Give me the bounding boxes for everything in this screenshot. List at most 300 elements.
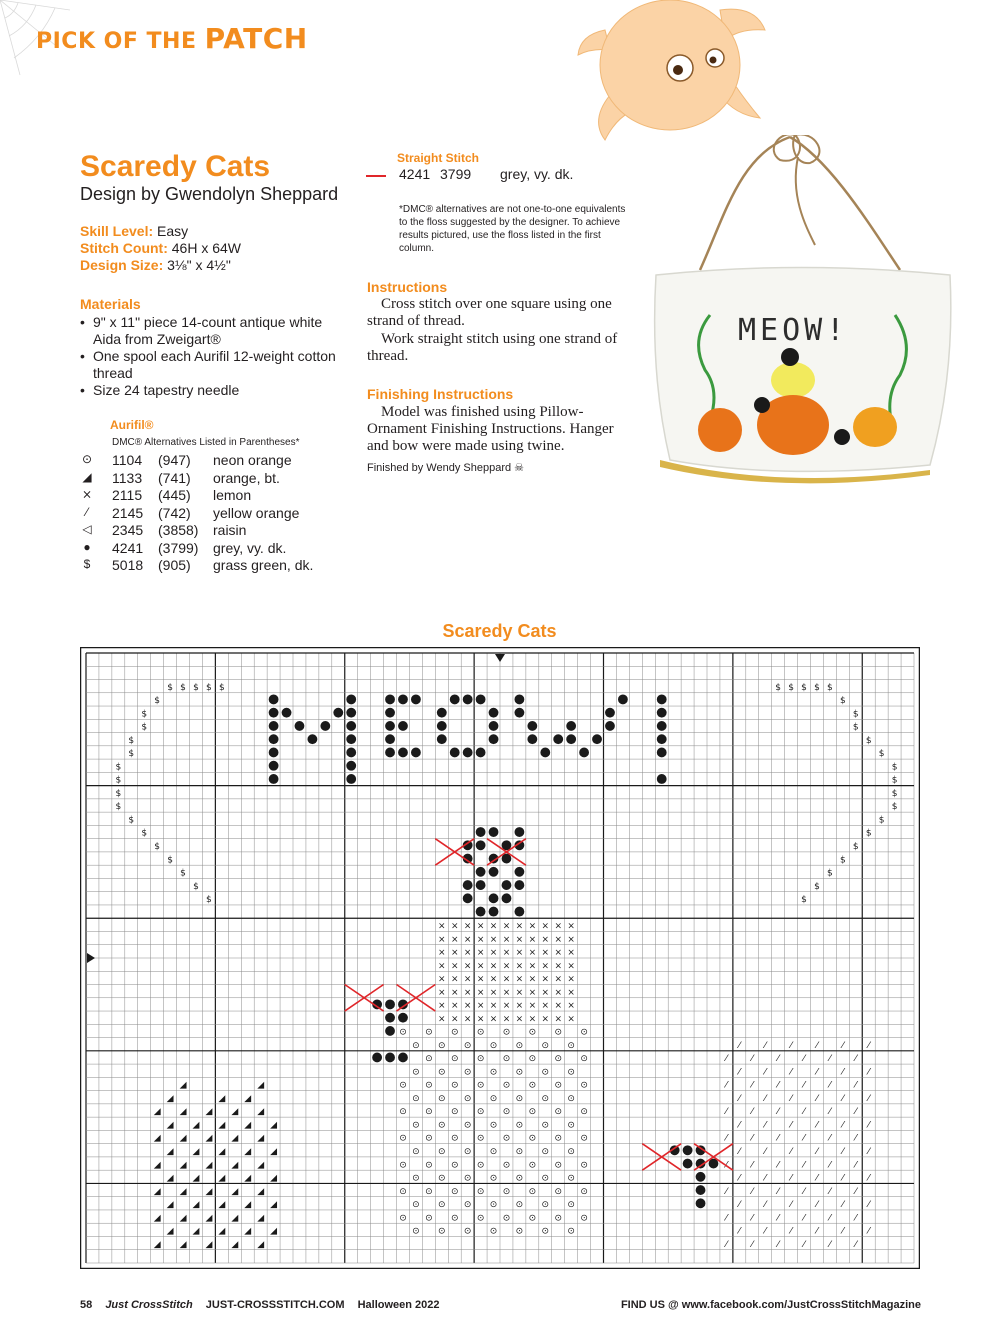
site-link[interactable]: JUST-CROSSSTITCH.COM — [205, 1299, 345, 1311]
svg-text:◢: ◢ — [192, 1200, 200, 1211]
instructions-paragraph: Cross stitch over one square using one strand of thread. — [367, 296, 612, 329]
svg-text:⨯: ⨯ — [528, 974, 537, 985]
svg-text:⨯: ⨯ — [502, 948, 511, 959]
svg-text:⁄: ⁄ — [790, 1040, 792, 1051]
svg-text:⨯: ⨯ — [541, 961, 550, 972]
svg-text:◢: ◢ — [179, 1213, 187, 1224]
key-symbol: $ — [83, 557, 91, 571]
svg-text:⨯: ⨯ — [554, 948, 562, 959]
svg-text:⁄: ⁄ — [751, 1080, 754, 1091]
svg-text:◢: ◢ — [153, 1239, 161, 1250]
svg-text:⁄: ⁄ — [855, 1107, 857, 1118]
svg-text:⊙: ⊙ — [541, 1200, 550, 1211]
svg-text:◢: ◢ — [179, 1133, 187, 1144]
svg-text:◢: ◢ — [244, 1200, 252, 1211]
svg-text:⊙: ⊙ — [580, 1186, 588, 1197]
svg-text:⁄: ⁄ — [842, 1146, 844, 1157]
center-arrow-icon — [87, 953, 95, 963]
svg-text:⨯: ⨯ — [476, 1014, 485, 1025]
svg-text:⁄: ⁄ — [829, 1239, 831, 1250]
svg-text:⁄: ⁄ — [816, 1093, 818, 1104]
issue-name: Halloween 2022 — [357, 1299, 440, 1311]
svg-text:⊙: ⊙ — [425, 1054, 433, 1065]
svg-text:⁄: ⁄ — [738, 1146, 741, 1157]
svg-text:⊙: ⊙ — [438, 1093, 446, 1104]
svg-text:$: $ — [193, 682, 199, 693]
svg-text:⊙: ⊙ — [476, 1107, 485, 1118]
svg-text:⊙: ⊙ — [476, 1186, 485, 1197]
svg-text:◢: ◢ — [205, 1160, 213, 1171]
svg-text:⨯: ⨯ — [515, 974, 524, 985]
svg-text:⨯: ⨯ — [489, 974, 498, 985]
svg-text:⊙: ⊙ — [515, 1200, 524, 1211]
svg-text:⊙: ⊙ — [528, 1027, 537, 1038]
straight-stitch-line — [366, 175, 386, 177]
svg-text:⊙: ⊙ — [412, 1200, 420, 1211]
svg-text:⊙: ⊙ — [489, 1200, 498, 1211]
svg-text:⊙: ⊙ — [399, 1160, 407, 1171]
svg-text:⊙: ⊙ — [528, 1107, 537, 1118]
svg-text:⁄: ⁄ — [855, 1160, 857, 1171]
svg-text:◢: ◢ — [166, 1120, 174, 1131]
svg-text:⊙: ⊙ — [438, 1200, 446, 1211]
instructions-heading: Instructions — [367, 279, 448, 295]
svg-text:$: $ — [115, 802, 122, 813]
svg-text:⊙: ⊙ — [567, 1093, 575, 1104]
svg-text:⁄: ⁄ — [764, 1200, 766, 1211]
dmc-number: (3858) — [158, 522, 199, 538]
svg-text:⊙: ⊙ — [450, 1054, 459, 1065]
svg-text:⁄: ⁄ — [829, 1054, 831, 1065]
svg-text:⨯: ⨯ — [476, 1001, 485, 1012]
svg-text:⨯: ⨯ — [450, 1001, 459, 1012]
svg-text:⁄: ⁄ — [803, 1080, 805, 1091]
svg-text:$: $ — [141, 828, 148, 839]
svg-text:⁄: ⁄ — [803, 1133, 805, 1144]
svg-text:◢: ◢ — [244, 1226, 252, 1237]
svg-text:⊙: ⊙ — [528, 1186, 537, 1197]
svg-text:⊙: ⊙ — [450, 1213, 459, 1224]
svg-text:⊙: ⊙ — [567, 1146, 575, 1157]
svg-text:⨯: ⨯ — [541, 974, 550, 985]
svg-text:◢: ◢ — [244, 1120, 252, 1131]
svg-text:⨯: ⨯ — [528, 961, 537, 972]
svg-text:◢: ◢ — [166, 1146, 174, 1157]
svg-text:⁄: ⁄ — [816, 1200, 818, 1211]
svg-text:⨯: ⨯ — [476, 974, 485, 985]
svg-text:⁄: ⁄ — [867, 1093, 870, 1104]
svg-text:◢: ◢ — [218, 1146, 226, 1157]
svg-text:⨯: ⨯ — [438, 921, 446, 932]
svg-text:$: $ — [891, 762, 898, 773]
svg-text:⊙: ⊙ — [412, 1120, 420, 1131]
svg-text:◢: ◢ — [179, 1080, 187, 1091]
svg-text:⨯: ⨯ — [476, 934, 485, 945]
svg-text:⁄: ⁄ — [777, 1080, 779, 1091]
svg-text:⊙: ⊙ — [463, 1200, 472, 1211]
svg-text:◢: ◢ — [205, 1213, 213, 1224]
svg-text:◢: ◢ — [166, 1200, 174, 1211]
section-label: PICK OF THE PATCH — [36, 22, 308, 55]
svg-text:⊙: ⊙ — [425, 1107, 433, 1118]
svg-text:⨯: ⨯ — [567, 961, 575, 972]
svg-text:⁄: ⁄ — [842, 1120, 844, 1131]
svg-text:$: $ — [878, 815, 885, 826]
aurifil-number: 2115 — [112, 487, 143, 503]
svg-text:⊙: ⊙ — [502, 1133, 511, 1144]
svg-text:◢: ◢ — [153, 1133, 161, 1144]
svg-text:⊙: ⊙ — [528, 1213, 537, 1224]
svg-text:⨯: ⨯ — [554, 921, 562, 932]
svg-text:⊙: ⊙ — [528, 1160, 537, 1171]
svg-text:⨯: ⨯ — [567, 987, 575, 998]
svg-text:$: $ — [206, 895, 212, 906]
svg-text:⁄: ⁄ — [842, 1226, 844, 1237]
svg-text:⁄: ⁄ — [777, 1239, 779, 1250]
svg-text:$: $ — [827, 682, 833, 693]
svg-text:◢: ◢ — [153, 1160, 161, 1171]
svg-text:⊙: ⊙ — [450, 1027, 459, 1038]
page-number: 58 — [80, 1299, 93, 1311]
list-item: • One spool each Aurifil 12-weight cotton thread — [80, 348, 350, 382]
aurifil-number: 2345 — [112, 522, 144, 538]
key-heading: Aurifil® — [110, 418, 154, 432]
svg-text:◢: ◢ — [231, 1186, 239, 1197]
svg-text:⨯: ⨯ — [567, 934, 575, 945]
svg-text:⁄: ⁄ — [790, 1093, 792, 1104]
svg-text:⊙: ⊙ — [502, 1080, 511, 1091]
svg-text:⨯: ⨯ — [567, 1001, 575, 1012]
svg-text:⨯: ⨯ — [438, 1001, 446, 1012]
svg-text:⊙: ⊙ — [528, 1133, 537, 1144]
svg-text:◢: ◢ — [257, 1080, 265, 1091]
svg-text:$: $ — [167, 682, 173, 693]
svg-text:◢: ◢ — [153, 1186, 161, 1197]
svg-text:⁄: ⁄ — [790, 1067, 792, 1078]
svg-text:⁄: ⁄ — [855, 1054, 857, 1065]
svg-text:⊙: ⊙ — [476, 1160, 485, 1171]
key-symbol: ⊙ — [81, 452, 93, 466]
svg-text:⊙: ⊙ — [476, 1213, 485, 1224]
svg-text:◢: ◢ — [166, 1093, 174, 1104]
svg-text:⊙: ⊙ — [463, 1146, 472, 1157]
dmc-disclaimer: *DMC® alternatives are not one-to-one equivalents to the floss suggested by the designer. To achieve results pictured, use the floss listed in the first column. — [399, 204, 626, 254]
svg-text:⊙: ⊙ — [399, 1080, 407, 1091]
finishing-paragraph: Model was finished using Pillow-Ornament Finishing Instructions. Hanger and bow were made using twine. — [367, 404, 614, 454]
svg-text:⨯: ⨯ — [489, 961, 498, 972]
svg-text:◢: ◢ — [218, 1200, 226, 1211]
svg-text:⨯: ⨯ — [476, 948, 485, 959]
svg-text:⨯: ⨯ — [528, 987, 537, 998]
svg-text:⨯: ⨯ — [502, 974, 511, 985]
svg-text:⁄: ⁄ — [725, 1054, 728, 1065]
svg-text:⊙: ⊙ — [567, 1067, 575, 1078]
svg-text:◢: ◢ — [153, 1107, 161, 1118]
pillow-photo — [630, 135, 970, 505]
list-item: • 9" x 11" piece 14-count antique white Aida from Zweigart® — [80, 314, 350, 348]
svg-text:⨯: ⨯ — [554, 934, 562, 945]
svg-text:⊙: ⊙ — [463, 1120, 472, 1131]
svg-text:⁄: ⁄ — [803, 1160, 805, 1171]
svg-text:⁄: ⁄ — [790, 1146, 792, 1157]
dmc-number: (445) — [158, 487, 191, 503]
magazine-name: Just CrossStitch — [105, 1299, 193, 1311]
svg-text:⊙: ⊙ — [476, 1080, 485, 1091]
svg-text:◢: ◢ — [231, 1160, 239, 1171]
svg-text:◢: ◢ — [179, 1239, 187, 1250]
svg-text:⨯: ⨯ — [489, 934, 498, 945]
instructions-paragraph: Work straight stitch using one strand of thread. — [367, 331, 618, 364]
svg-text:◢: ◢ — [244, 1093, 252, 1104]
stitched-word: MEOW! — [738, 313, 849, 348]
svg-text:⁄: ⁄ — [777, 1107, 779, 1118]
svg-text:⨯: ⨯ — [463, 987, 472, 998]
svg-text:⁄: ⁄ — [725, 1213, 728, 1224]
svg-text:◢: ◢ — [257, 1107, 265, 1118]
color-name: neon orange — [213, 452, 292, 468]
svg-text:⨯: ⨯ — [541, 948, 550, 959]
svg-text:⁄: ⁄ — [751, 1239, 754, 1250]
svg-text:◢: ◢ — [231, 1133, 239, 1144]
svg-text:⊙: ⊙ — [489, 1173, 498, 1184]
svg-text:⁄: ⁄ — [764, 1226, 766, 1237]
svg-text:⊙: ⊙ — [463, 1093, 472, 1104]
monster-illustration — [570, 0, 770, 145]
list-item: • Size 24 tapestry needle — [80, 382, 350, 399]
svg-text:⊙: ⊙ — [502, 1054, 511, 1065]
svg-text:⨯: ⨯ — [515, 1001, 524, 1012]
svg-text:⊙: ⊙ — [399, 1186, 407, 1197]
svg-text:⊙: ⊙ — [489, 1120, 498, 1131]
svg-text:$: $ — [827, 868, 833, 879]
svg-text:⁄: ⁄ — [738, 1040, 741, 1051]
svg-text:⊙: ⊙ — [567, 1173, 575, 1184]
svg-text:⨯: ⨯ — [463, 961, 472, 972]
svg-text:⨯: ⨯ — [502, 921, 511, 932]
svg-text:⊙: ⊙ — [450, 1160, 459, 1171]
svg-text:$: $ — [775, 682, 782, 693]
svg-text:⁄: ⁄ — [751, 1186, 754, 1197]
materials-heading: Materials — [80, 296, 141, 312]
svg-text:◢: ◢ — [257, 1213, 265, 1224]
svg-text:⊙: ⊙ — [476, 1027, 485, 1038]
svg-text:⊙: ⊙ — [438, 1226, 446, 1237]
color-name: grass green, dk. — [213, 557, 314, 573]
svg-text:⨯: ⨯ — [554, 987, 562, 998]
svg-text:⁄: ⁄ — [764, 1093, 766, 1104]
svg-text:⨯: ⨯ — [541, 1014, 550, 1025]
svg-text:⁄: ⁄ — [777, 1054, 779, 1065]
svg-text:⊙: ⊙ — [399, 1107, 407, 1118]
svg-text:⨯: ⨯ — [463, 1001, 472, 1012]
aurifil-number: 1133 — [112, 469, 143, 486]
svg-text:⁄: ⁄ — [764, 1146, 766, 1157]
dmc-number: (742) — [158, 504, 191, 521]
dmc-number: (741) — [158, 469, 191, 486]
svg-text:⊙: ⊙ — [476, 1133, 485, 1144]
svg-text:⊙: ⊙ — [489, 1146, 498, 1157]
svg-text:⨯: ⨯ — [528, 921, 537, 932]
svg-text:⊙: ⊙ — [554, 1213, 562, 1224]
svg-text:$: $ — [154, 696, 161, 707]
svg-text:⊙: ⊙ — [580, 1107, 588, 1118]
dmc-number: (947) — [158, 452, 191, 468]
svg-text:⁄: ⁄ — [816, 1040, 818, 1051]
svg-text:⁄: ⁄ — [751, 1054, 754, 1065]
social-link[interactable]: FIND US @ www.facebook.com/JustCrossStitchMagazine — [620, 1299, 921, 1311]
svg-text:◢: ◢ — [179, 1160, 187, 1171]
svg-text:⁄: ⁄ — [738, 1120, 741, 1131]
aurifil-number: 1104 — [112, 452, 143, 468]
svg-text:⁄: ⁄ — [777, 1133, 779, 1144]
svg-text:⨯: ⨯ — [554, 974, 562, 985]
svg-text:⊙: ⊙ — [554, 1080, 562, 1091]
svg-text:$: $ — [891, 802, 898, 813]
svg-text:⁄: ⁄ — [777, 1213, 779, 1224]
svg-text:⊙: ⊙ — [450, 1080, 459, 1091]
svg-text:⊙: ⊙ — [412, 1067, 420, 1078]
svg-text:⊙: ⊙ — [541, 1067, 550, 1078]
svg-text:◢: ◢ — [166, 1173, 174, 1184]
svg-text:⁄: ⁄ — [790, 1173, 792, 1184]
svg-text:◢: ◢ — [231, 1213, 239, 1224]
svg-text:⊙: ⊙ — [463, 1067, 472, 1078]
svg-text:$: $ — [852, 841, 859, 852]
svg-text:⨯: ⨯ — [567, 974, 575, 985]
svg-text:⁄: ⁄ — [867, 1067, 870, 1078]
svg-text:⁄: ⁄ — [764, 1120, 766, 1131]
svg-text:⁄: ⁄ — [790, 1120, 792, 1131]
svg-text:⁄: ⁄ — [842, 1040, 844, 1051]
svg-text:⊙: ⊙ — [554, 1160, 562, 1171]
svg-text:$: $ — [115, 775, 122, 786]
svg-text:$: $ — [891, 775, 898, 786]
svg-text:⊙: ⊙ — [541, 1173, 550, 1184]
finishing-heading: Finishing Instructions — [367, 386, 514, 402]
svg-text:⊙: ⊙ — [515, 1093, 524, 1104]
key-symbol: ◁ — [82, 522, 92, 536]
svg-text:⨯: ⨯ — [463, 948, 472, 959]
svg-text:⁄: ⁄ — [764, 1067, 766, 1078]
svg-text:⊙: ⊙ — [450, 1133, 459, 1144]
svg-text:⨯: ⨯ — [554, 1001, 562, 1012]
svg-text:⁄: ⁄ — [725, 1133, 728, 1144]
footer-left — [80, 1299, 450, 1311]
svg-text:⁄: ⁄ — [855, 1133, 857, 1144]
svg-text:◢: ◢ — [192, 1120, 200, 1131]
svg-text:◢: ◢ — [218, 1226, 226, 1237]
svg-text:⊙: ⊙ — [515, 1040, 524, 1051]
svg-text:$: $ — [154, 841, 161, 852]
straight-stitch-heading: Straight Stitch — [397, 151, 480, 165]
svg-text:◢: ◢ — [153, 1213, 161, 1224]
svg-text:⊙: ⊙ — [489, 1226, 498, 1237]
cross-stitch-chart — [80, 647, 920, 1269]
svg-text:⊙: ⊙ — [463, 1040, 472, 1051]
svg-text:⊙: ⊙ — [580, 1054, 588, 1065]
svg-text:⁄: ⁄ — [751, 1133, 754, 1144]
svg-text:⊙: ⊙ — [515, 1120, 524, 1131]
svg-text:◢: ◢ — [179, 1186, 187, 1197]
svg-text:$: $ — [801, 895, 807, 906]
svg-text:⁄: ⁄ — [725, 1107, 728, 1118]
svg-text:⁄: ⁄ — [855, 1213, 857, 1224]
svg-text:⨯: ⨯ — [541, 921, 550, 932]
svg-text:⨯: ⨯ — [528, 948, 537, 959]
svg-text:⨯: ⨯ — [463, 934, 472, 945]
svg-text:⊙: ⊙ — [515, 1146, 524, 1157]
svg-text:⨯: ⨯ — [515, 934, 524, 945]
svg-text:⁄: ⁄ — [816, 1120, 818, 1131]
svg-text:⊙: ⊙ — [438, 1120, 446, 1131]
svg-text:⁄: ⁄ — [842, 1093, 844, 1104]
svg-text:⨯: ⨯ — [515, 921, 524, 932]
svg-text:⊙: ⊙ — [450, 1107, 459, 1118]
color-name: grey, vy. dk. — [213, 539, 287, 556]
svg-text:⨯: ⨯ — [438, 934, 446, 945]
svg-text:⨯: ⨯ — [567, 948, 575, 959]
svg-text:◢: ◢ — [270, 1146, 278, 1157]
svg-text:$: $ — [839, 855, 846, 866]
svg-text:⨯: ⨯ — [515, 987, 524, 998]
svg-text:⁄: ⁄ — [764, 1040, 766, 1051]
materials-list — [80, 314, 350, 399]
svg-text:⁄: ⁄ — [725, 1239, 728, 1250]
svg-text:⁄: ⁄ — [867, 1226, 870, 1237]
svg-text:⁄: ⁄ — [751, 1107, 754, 1118]
svg-text:◢: ◢ — [257, 1133, 265, 1144]
svg-text:⨯: ⨯ — [438, 974, 446, 985]
svg-text:$: $ — [852, 709, 859, 720]
svg-text:$: $ — [180, 682, 186, 693]
svg-text:◢: ◢ — [166, 1226, 174, 1237]
finishing-credit: Finished by Wendy Sheppard ☠ — [367, 462, 525, 474]
svg-text:⊙: ⊙ — [528, 1080, 537, 1091]
svg-text:⊙: ⊙ — [554, 1186, 562, 1197]
svg-text:$: $ — [128, 735, 135, 746]
svg-text:$: $ — [801, 682, 807, 693]
svg-text:⁄: ⁄ — [738, 1067, 741, 1078]
svg-text:⊙: ⊙ — [502, 1186, 511, 1197]
svg-text:⊙: ⊙ — [412, 1173, 420, 1184]
svg-text:⨯: ⨯ — [528, 934, 537, 945]
svg-text:⊙: ⊙ — [554, 1054, 562, 1065]
svg-text:$: $ — [852, 722, 859, 733]
svg-text:◢: ◢ — [192, 1226, 200, 1237]
svg-text:$: $ — [180, 868, 186, 879]
svg-text:$: $ — [891, 788, 898, 799]
svg-text:◢: ◢ — [244, 1173, 252, 1184]
svg-text:⊙: ⊙ — [554, 1133, 562, 1144]
color-name: raisin — [213, 522, 247, 538]
svg-text:⁄: ⁄ — [816, 1146, 818, 1157]
svg-text:$: $ — [865, 828, 872, 839]
svg-text:◢: ◢ — [231, 1239, 239, 1250]
svg-text:⁄: ⁄ — [803, 1186, 805, 1197]
svg-text:⊙: ⊙ — [580, 1027, 588, 1038]
svg-text:⊙: ⊙ — [412, 1226, 420, 1237]
svg-text:$: $ — [218, 682, 225, 693]
svg-text:⊙: ⊙ — [567, 1226, 575, 1237]
svg-text:◢: ◢ — [192, 1146, 200, 1157]
svg-text:⊙: ⊙ — [438, 1067, 446, 1078]
svg-text:⨯: ⨯ — [489, 921, 498, 932]
svg-text:◢: ◢ — [257, 1186, 265, 1197]
svg-text:⨯: ⨯ — [554, 1014, 562, 1025]
svg-text:⊙: ⊙ — [425, 1027, 433, 1038]
svg-text:⁄: ⁄ — [829, 1107, 831, 1118]
svg-text:$: $ — [814, 881, 820, 892]
